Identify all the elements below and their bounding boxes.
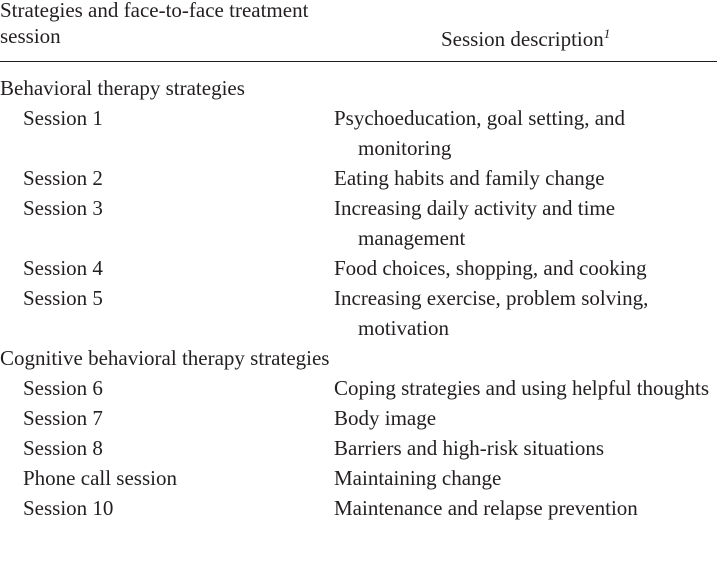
session-cell: Session 10	[23, 496, 114, 520]
description-cell: Coping strategies and using helpful thoughts	[334, 376, 710, 400]
table-row	[0, 433, 717, 463]
session-cell: Session 4	[23, 256, 103, 280]
description-cell: Maintenance and relapse prevention	[334, 496, 638, 520]
session-cell: Session 8	[23, 436, 103, 460]
description-cell: Body image	[334, 406, 437, 430]
session-cell: Session 6	[23, 376, 103, 400]
table-row	[0, 403, 717, 433]
table-row	[0, 283, 717, 343]
description-cell: Food choices, shopping, and cooking	[334, 256, 647, 280]
footnote-marker: 1	[603, 26, 611, 41]
column-header-description-label: Session description	[441, 27, 604, 51]
session-table	[0, 73, 717, 523]
table-row	[0, 463, 717, 493]
table-row	[0, 373, 717, 403]
column-header-description	[441, 26, 610, 52]
column-header-strategies: Strategies and face-to-face treatment session	[0, 0, 309, 48]
group-label-cognitive-behavioral: Cognitive behavioral therapy strategies	[0, 346, 330, 370]
session-cell: Session 5	[23, 286, 103, 310]
table-row	[0, 193, 717, 253]
session-cell: Session 2	[23, 166, 103, 190]
table-row	[0, 493, 717, 523]
description-cell: Eating habits and family change	[334, 166, 605, 190]
description-cell: Barriers and high-risk situations	[334, 436, 605, 460]
session-cell: Phone call session	[23, 466, 177, 490]
description-cell: Maintaining change	[334, 466, 502, 490]
session-cell: Session 1	[23, 106, 103, 130]
table-header	[0, 0, 717, 62]
header-rule	[0, 61, 717, 62]
table-row	[0, 253, 717, 283]
description-cell: Increasing daily activity and time management	[334, 196, 616, 250]
table-row	[0, 163, 717, 193]
description-cell: Psychoeducation, goal setting, and monitoring	[334, 106, 626, 160]
table-row	[0, 103, 717, 163]
session-cell: Session 7	[23, 406, 103, 430]
group-label-behavioral: Behavioral therapy strategies	[0, 76, 245, 100]
description-cell: Increasing exercise, problem solving, motivation	[334, 286, 649, 340]
session-cell: Session 3	[23, 196, 103, 220]
